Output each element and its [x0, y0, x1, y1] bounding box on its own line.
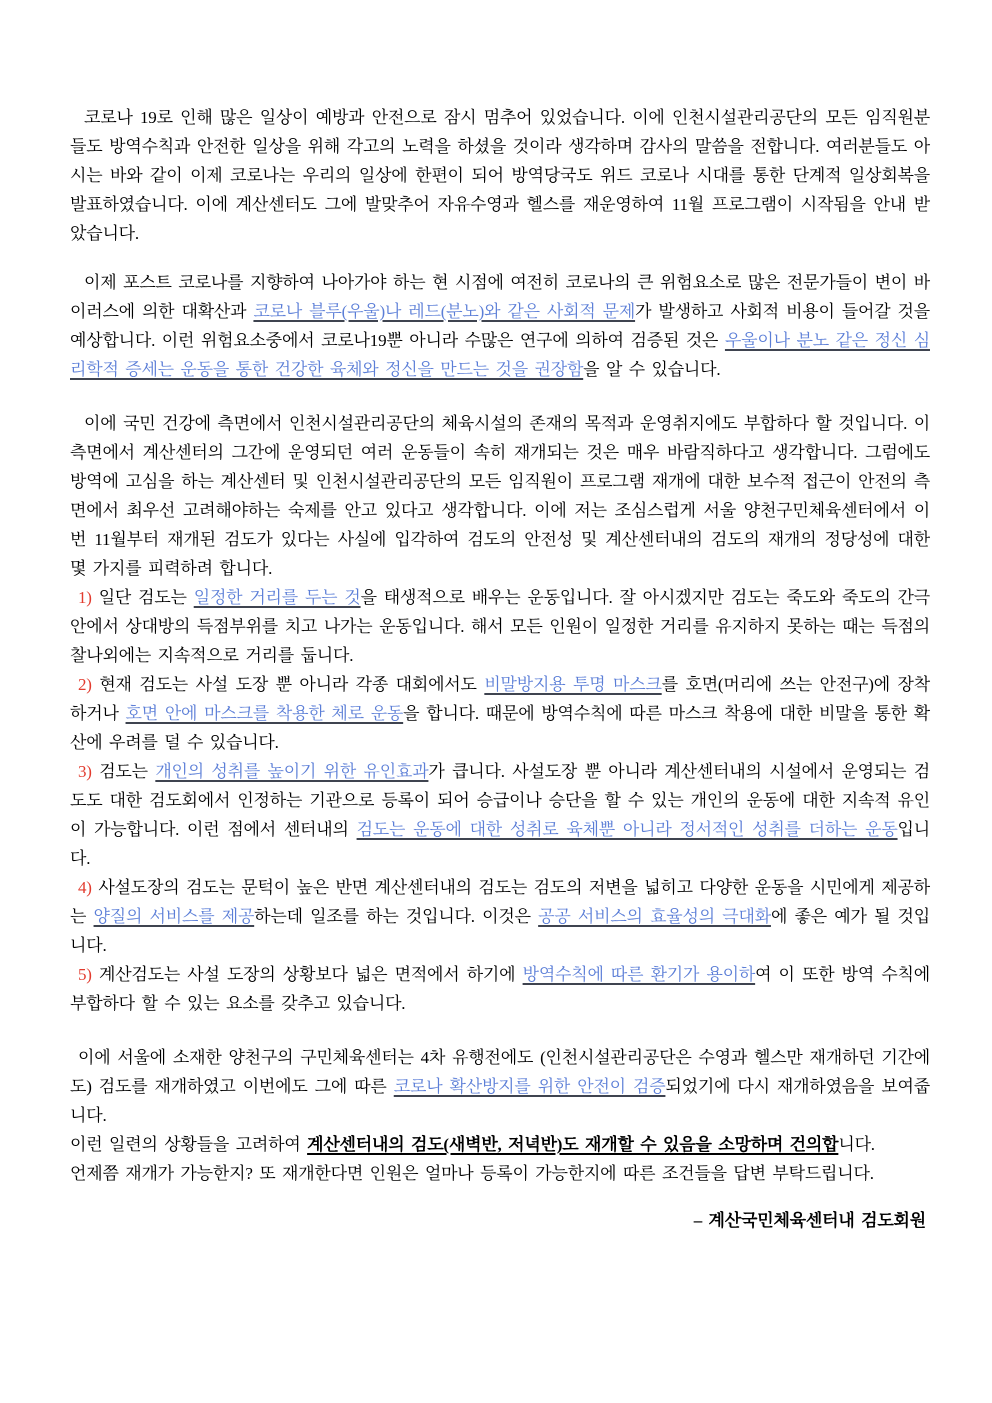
highlight-phrase: 공공 서비스의 효율성의 극대화: [538, 907, 771, 926]
highlight-phrase: 우울이나 분노 같은 정신 심리학적 증세는 운동을 통한 건강한 육체와 정신을 만드는 것을 권장함: [70, 331, 930, 379]
highlight-phrase: 비말방지용 투명 마스크: [484, 675, 662, 694]
item-number: 3): [78, 762, 92, 781]
text-run: 일단 검도는: [91, 588, 194, 607]
highlight-phrase: 일정한 거리를 두는 것: [193, 588, 361, 607]
emphasis-phrase: 계산센터내의 검도(새벽반, 저녁반)도 재개할 수 있음을 소망하며 건의합: [307, 1135, 839, 1154]
text-run: 되었기에 다시 재개하였음을 보여줍니다.: [70, 1077, 931, 1125]
text-run: 이에 서울에 소재한 양천구의 구민체육센터는 4차 유행전에도 (인천시설관리공단은 수영과 헬스만 재개하던 기간에도) 검도를 재개하였고 이번에도 그에 따른: [70, 1048, 930, 1096]
list-item-4: [70, 873, 930, 960]
text-run: 하는데 일조를 하는 것입니다. 이것은: [254, 907, 539, 926]
paragraph-facility-purpose: [70, 409, 930, 583]
text-run: 을 알 수 있습니다.: [583, 360, 721, 379]
highlight-phrase: 개인의 성취를 높이기 위한 유인효과: [155, 762, 429, 781]
text-run: 언제쯤 재개가 가능한지? 또 재개한다면 인원은 얼마나 등록이 가능한지에 따른 조건들을 답변 부탁드립니다.: [70, 1164, 874, 1183]
list-item-1: [70, 583, 930, 670]
text-run: 를 호면(머리에 쓰는 안전구)에 장착하거나: [70, 675, 930, 723]
list-item-2: [70, 670, 930, 757]
paragraph-intro: [70, 103, 930, 248]
text-run: 사설도장의 검도는 문턱이 높은 반면 계산센터내의 검도는 검도의 저변을 넓히고 다양한 운동을 시민에게 제공하는: [70, 878, 930, 926]
signature-text: – 계산국민체육센터내 검도회원: [693, 1211, 926, 1230]
highlight-phrase: 코로나 블루(우울)나 레드(분노)와 같은 사회적 문제: [253, 302, 636, 321]
text-run: 현재 검도는 사설 도장 뿐 아니라 각종 대회에서도: [91, 675, 485, 694]
text-run: 니다.: [838, 1135, 875, 1154]
text-run: 을 태생적으로 배우는 운동입니다. 잘 아시겠지만 검도는 죽도와 죽도의 간극안에서 상대방의 득점부위를 치고 나가는 운동입니다. 해서 모든 인원이 일정한 거리를 유지하지 못하는 때는 득점의 찰나외에는 지속적으로 거리를 둡니다.: [70, 588, 930, 665]
text-run: 계산검도는 사설 도장의 상황보다 넓은 면적에서 하기에: [91, 965, 523, 984]
text-run: 가 발생하고 사회적 비용이 들어갈 것을 예상합니다. 이런 위험요소중에서 코로나19뿐 아니라 수많은 연구에 의하여 검증된 것은: [70, 302, 930, 350]
text-run: 여 이 또한 방역 수칙에 부합하다 할 수 있는 요소를 갖추고 있습니다.: [70, 965, 930, 1013]
paragraph-post-corona: [70, 268, 930, 384]
paragraph-question: [70, 1159, 930, 1188]
paragraph-proposal: [70, 1130, 930, 1159]
highlight-phrase: 방역수칙에 따른 환기가 용이하: [522, 965, 756, 984]
text-run: 이런 일련의 상황들을 고려하여: [70, 1135, 308, 1154]
list-item-5: [70, 960, 930, 1018]
highlight-phrase: 검도는 운동에 대한 성취로 육체뿐 아니라 정서적인 성취를 더하는 운동: [356, 820, 898, 839]
text-run: 가 큽니다. 사설도장 뿐 아니라 계산센터내의 시설에서 운영되는 검도도 대한 검도회에서 인정하는 기관으로 등록이 되어 승급이나 승단을 할 수 있는 개인의 운동에 대한 지속적 유인이 가능합니다. 이런 점에서 센터내의: [70, 762, 930, 839]
signature-line: [70, 1206, 930, 1235]
text-run: 이제 포스트 코로나를 지향하여 나아가야 하는 현 시점에 여전히 코로나의 큰 위험요소로 많은 전문가들이 변이 바이러스에 의한 대확산과: [70, 273, 930, 321]
item-number: 4): [78, 878, 92, 897]
text-run: 에 좋은 예가 될 것입니다.: [70, 907, 930, 955]
text-run: 입니다.: [70, 820, 930, 868]
text-run: 을 합니다. 때문에 방역수칙에 따른 마스크 착용에 대한 비말을 통한 확산에 우려를 덜 수 있습니다.: [70, 704, 930, 752]
highlight-phrase: 호면 안에 마스크를 착용한 체로 운동: [125, 704, 404, 723]
text-run: 검도는: [91, 762, 156, 781]
text-run: 이에 국민 건강에 측면에서 인천시설관리공단의 체육시설의 존재의 목적과 운영취지에도 부합하다 할 것입니다. 이 측면에서 계산센터의 그간에 운영되던 여러 운동들이 속히 재개되는 것은 매우 바람직하다고 생각합니다. 그럼에도 방역에 고심을 하는 계산센터 및 인천시설관리공단의 모든 임직원이 프로그램 재개에 대한 보수적 접근이 안전의 측면에서 최우선 고려해야하는 숙제를 안고 있다고 생각합니다. 이에 저는 조심스럽게 서울 양천구민체육센터에서 이번 11월부터 재개된 검도가 있다는 사실에 입각하여 검도의 안전성 및 계산센터내의 검도의 재개의 정당성에 대한 몇 가지를 피력하려 합니다.: [70, 414, 930, 578]
highlight-phrase: 코로나 확산방지를 위한 안전이 검증: [393, 1077, 666, 1096]
item-number: 1): [78, 588, 92, 607]
text-run: 코로나 19로 인해 많은 일상이 예방과 안전으로 잠시 멈추어 있었습니다. 이에 인천시설관리공단의 모든 임직원분들도 방역수칙과 안전한 일상을 위해 각고의 노력을 하셨을 것이라 생각하며 감사의 말씀을 전합니다. 여러분들도 아시는 바와 같이 이제 코로나는 우리의 일상에 한편이 되어 방역당국도 위드 코로나 시대를 통한 단계적 일상회복을 발표하였습니다. 이에 계산센터도 그에 발맞추어 자유수영과 헬스를 재운영하여 11월 프로그램이 시작됨을 안내 받았습니다.: [70, 108, 930, 243]
item-number: 5): [78, 965, 92, 984]
paragraph-yangcheon-example: [70, 1043, 930, 1130]
highlight-phrase: 양질의 서비스를 제공: [93, 907, 255, 926]
list-item-3: [70, 757, 930, 873]
item-number: 2): [78, 675, 92, 694]
